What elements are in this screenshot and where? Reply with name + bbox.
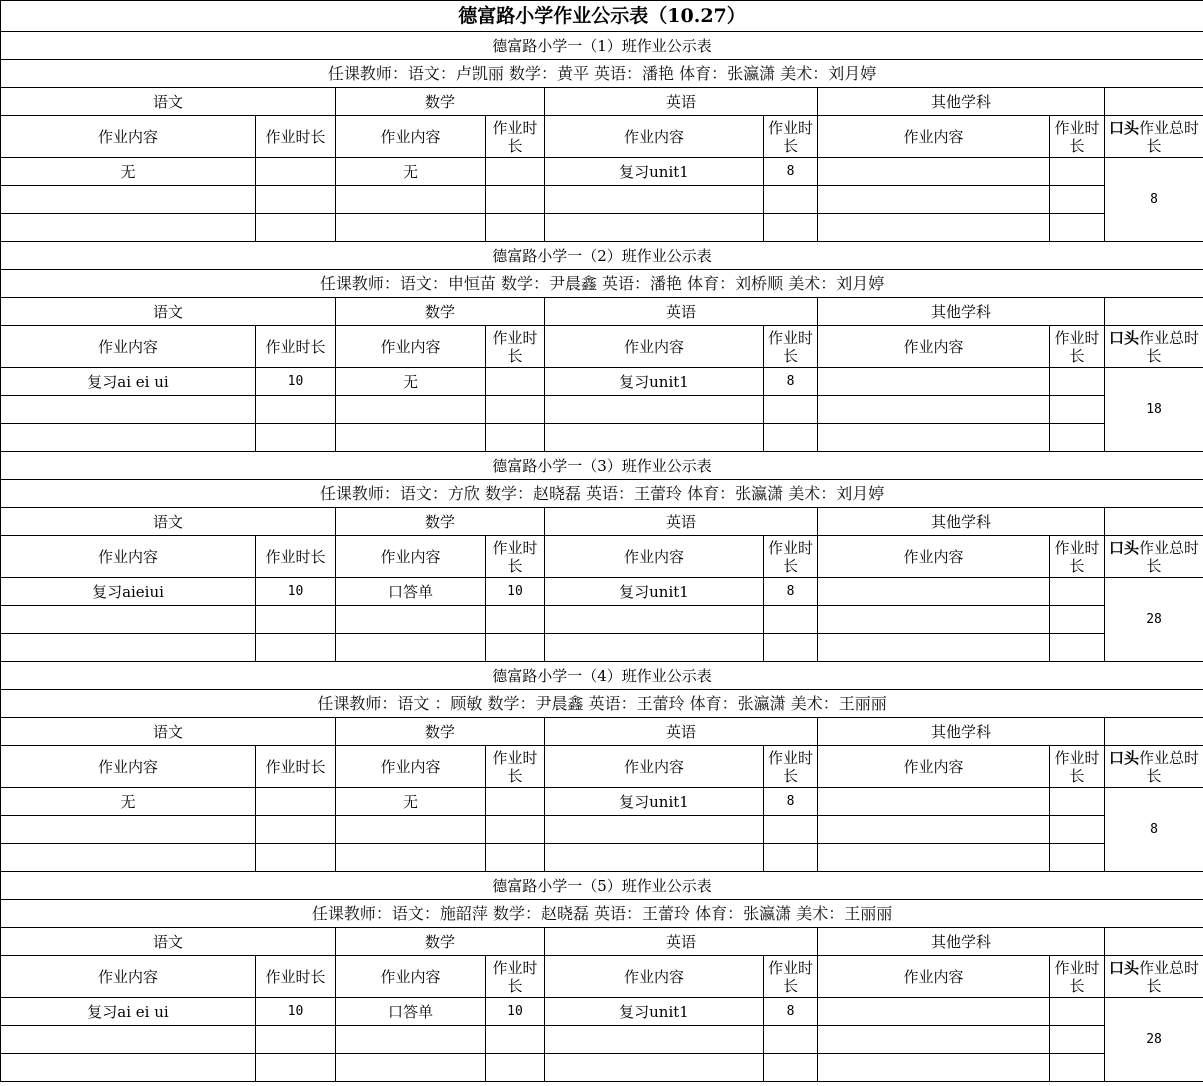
col-oral-total <box>1105 326 1203 368</box>
cell-chinese-duration <box>256 816 336 844</box>
subject-chinese: 语文 <box>1 508 336 536</box>
cell-math-content: 口答单 <box>336 998 486 1026</box>
col-duration-chinese: 作业时长 <box>256 746 336 788</box>
col-content-other: 作业内容 <box>818 746 1050 788</box>
cell-other-content <box>818 816 1050 844</box>
cell-math-duration <box>486 214 545 242</box>
cell-math-content <box>336 214 486 242</box>
cell-chinese-duration: 10 <box>256 998 336 1026</box>
oral-total-value: 8 <box>1105 158 1203 242</box>
cell-math-duration <box>486 396 545 424</box>
cell-chinese-duration: 10 <box>256 578 336 606</box>
cell-other-content <box>818 788 1050 816</box>
cell-math-content <box>336 396 486 424</box>
table-row <box>1 186 1203 214</box>
page-title: 德富路小学作业公示表（10.27） <box>1 1 1203 32</box>
col-content-math: 作业内容 <box>336 746 486 788</box>
col-duration-math: 作业时长 <box>486 116 545 158</box>
col-content-math: 作业内容 <box>336 956 486 998</box>
cell-chinese-content: 复习aieiui <box>1 578 256 606</box>
col-duration-chinese: 作业时长 <box>256 116 336 158</box>
cell-chinese-content <box>1 1054 256 1082</box>
class-name-row <box>1 872 1203 900</box>
oral-total-value: 28 <box>1105 998 1203 1082</box>
cell-english-duration: 8 <box>764 578 818 606</box>
col-total-label: 作业总时长 <box>1139 328 1200 365</box>
subject-other: 其他学科 <box>818 928 1105 956</box>
cell-chinese-content <box>1 844 256 872</box>
cell-english-content <box>545 186 764 214</box>
subject-other: 其他学科 <box>818 298 1105 326</box>
col-content-other: 作业内容 <box>818 326 1050 368</box>
cell-math-content <box>336 844 486 872</box>
col-duration-english: 作业时长 <box>764 116 818 158</box>
cell-other-duration <box>1050 816 1105 844</box>
teachers-line: 任课教师：语文：申恒苗 数学：尹晨鑫 英语：潘艳 体育：刘桥顺 美术：刘月婷 <box>1 270 1203 298</box>
subject-math: 数学 <box>336 928 545 956</box>
cell-other-duration <box>1050 606 1105 634</box>
col-duration-other: 作业时长 <box>1050 536 1105 578</box>
teachers-line: 任课教师：语文 ：顾敏 数学：尹晨鑫 英语：王蕾玲 体育：张瀛潇 美术：王丽丽 <box>1 690 1203 718</box>
cell-english-duration <box>764 606 818 634</box>
cell-english-duration: 8 <box>764 788 818 816</box>
col-duration-chinese: 作业时长 <box>256 326 336 368</box>
subject-header-row <box>1 298 1203 326</box>
teachers-row <box>1 480 1203 508</box>
cell-math-duration <box>486 186 545 214</box>
class-name: 德富路小学一（4）班作业公示表 <box>1 662 1203 690</box>
cell-math-content: 无 <box>336 368 486 396</box>
cell-chinese-content <box>1 186 256 214</box>
cell-chinese-content: 复习ai ei ui <box>1 998 256 1026</box>
cell-chinese-duration <box>256 606 336 634</box>
col-duration-math: 作业时长 <box>486 956 545 998</box>
title-row <box>1 1 1203 32</box>
column-header-row <box>1 116 1203 158</box>
subject-math: 数学 <box>336 508 545 536</box>
cell-english-content: 复习unit1 <box>545 788 764 816</box>
cell-math-duration <box>486 788 545 816</box>
cell-other-content <box>818 186 1050 214</box>
class-name: 德富路小学一（1）班作业公示表 <box>1 32 1203 60</box>
cell-chinese-duration <box>256 844 336 872</box>
col-content-chinese: 作业内容 <box>1 956 256 998</box>
subject-english: 英语 <box>545 298 818 326</box>
table-row <box>1 606 1203 634</box>
cell-english-duration <box>764 214 818 242</box>
cell-math-content <box>336 606 486 634</box>
table-row <box>1 424 1203 452</box>
teachers-row <box>1 900 1203 928</box>
cell-other-duration <box>1050 1054 1105 1082</box>
cell-english-content <box>545 424 764 452</box>
col-content-english: 作业内容 <box>545 536 764 578</box>
cell-chinese-content: 复习ai ei ui <box>1 368 256 396</box>
cell-chinese-duration <box>256 1026 336 1054</box>
cell-english-duration <box>764 1054 818 1082</box>
cell-english-content <box>545 816 764 844</box>
cell-other-duration <box>1050 186 1105 214</box>
cell-math-duration <box>486 158 545 186</box>
subject-english: 英语 <box>545 718 818 746</box>
cell-math-content <box>336 1026 486 1054</box>
subject-header-row <box>1 508 1203 536</box>
col-content-math: 作业内容 <box>336 536 486 578</box>
table-row <box>1 396 1203 424</box>
cell-english-content <box>545 1026 764 1054</box>
col-oral-label: 口头 <box>1109 748 1140 767</box>
table-row <box>1 1026 1203 1054</box>
col-duration-math: 作业时长 <box>486 536 545 578</box>
cell-other-duration <box>1050 844 1105 872</box>
cell-chinese-content <box>1 1026 256 1054</box>
col-content-other: 作业内容 <box>818 536 1050 578</box>
teachers-row <box>1 690 1203 718</box>
cell-math-duration <box>486 816 545 844</box>
cell-english-content: 复习unit1 <box>545 368 764 396</box>
cell-other-duration <box>1050 998 1105 1026</box>
cell-other-content <box>818 396 1050 424</box>
subject-chinese: 语文 <box>1 928 336 956</box>
cell-english-content <box>545 606 764 634</box>
cell-other-duration <box>1050 368 1105 396</box>
cell-english-duration <box>764 816 818 844</box>
cell-other-duration <box>1050 158 1105 186</box>
cell-english-content <box>545 634 764 662</box>
column-header-row <box>1 746 1203 788</box>
subject-blank <box>1105 718 1203 746</box>
cell-other-duration <box>1050 634 1105 662</box>
subject-header-row <box>1 718 1203 746</box>
cell-english-duration: 8 <box>764 368 818 396</box>
cell-other-duration <box>1050 788 1105 816</box>
cell-math-content: 无 <box>336 158 486 186</box>
cell-chinese-duration <box>256 424 336 452</box>
class-name-row <box>1 242 1203 270</box>
subject-math: 数学 <box>336 88 545 116</box>
cell-chinese-content: 无 <box>1 788 256 816</box>
cell-english-duration <box>764 424 818 452</box>
cell-math-duration <box>486 424 545 452</box>
col-duration-chinese: 作业时长 <box>256 956 336 998</box>
cell-english-duration: 8 <box>764 998 818 1026</box>
table-row <box>1 578 1203 606</box>
col-duration-other: 作业时长 <box>1050 956 1105 998</box>
table-row <box>1 634 1203 662</box>
table-row <box>1 214 1203 242</box>
cell-math-duration: 10 <box>486 578 545 606</box>
col-duration-math: 作业时长 <box>486 746 545 788</box>
subject-blank <box>1105 88 1203 116</box>
col-duration-other: 作业时长 <box>1050 326 1105 368</box>
col-content-math: 作业内容 <box>336 326 486 368</box>
subject-header-row <box>1 928 1203 956</box>
cell-math-content <box>336 634 486 662</box>
cell-english-content <box>545 214 764 242</box>
col-oral-label: 口头 <box>1109 538 1140 557</box>
cell-english-duration <box>764 634 818 662</box>
table-row <box>1 998 1203 1026</box>
col-oral-total <box>1105 956 1203 998</box>
cell-chinese-duration <box>256 1054 336 1082</box>
cell-chinese-content <box>1 214 256 242</box>
cell-other-content <box>818 1054 1050 1082</box>
cell-other-content <box>818 368 1050 396</box>
col-total-label: 作业总时长 <box>1139 958 1200 995</box>
column-header-row <box>1 536 1203 578</box>
subject-math: 数学 <box>336 718 545 746</box>
column-header-row <box>1 326 1203 368</box>
cell-chinese-content <box>1 634 256 662</box>
cell-english-content <box>545 1054 764 1082</box>
class-name-row <box>1 662 1203 690</box>
table-row <box>1 158 1203 186</box>
cell-chinese-duration <box>256 214 336 242</box>
subject-chinese: 语文 <box>1 718 336 746</box>
cell-english-duration <box>764 186 818 214</box>
teachers-line: 任课教师：语文：卢凯丽 数学：黄平 英语：潘艳 体育：张瀛潇 美术：刘月婷 <box>1 60 1203 88</box>
teachers-line: 任课教师：语文：施韶萍 数学：赵晓磊 英语：王蕾玲 体育：张瀛潇 美术：王丽丽 <box>1 900 1203 928</box>
cell-chinese-duration: 10 <box>256 368 336 396</box>
cell-math-duration <box>486 1054 545 1082</box>
table-row <box>1 788 1203 816</box>
cell-math-duration <box>486 634 545 662</box>
col-duration-other: 作业时长 <box>1050 116 1105 158</box>
table-row <box>1 1054 1203 1082</box>
cell-other-content <box>818 578 1050 606</box>
cell-other-content <box>818 424 1050 452</box>
col-content-english: 作业内容 <box>545 326 764 368</box>
cell-other-content <box>818 158 1050 186</box>
subject-math: 数学 <box>336 298 545 326</box>
col-total-label: 作业总时长 <box>1139 538 1200 575</box>
col-total-label: 作业总时长 <box>1139 118 1200 155</box>
cell-math-duration <box>486 1026 545 1054</box>
col-content-other: 作业内容 <box>818 956 1050 998</box>
cell-english-content: 复习unit1 <box>545 578 764 606</box>
cell-other-duration <box>1050 424 1105 452</box>
col-duration-other: 作业时长 <box>1050 746 1105 788</box>
cell-math-content <box>336 1054 486 1082</box>
cell-math-content: 无 <box>336 788 486 816</box>
teachers-row <box>1 60 1203 88</box>
cell-english-duration <box>764 1026 818 1054</box>
subject-blank <box>1105 928 1203 956</box>
class-name: 德富路小学一（2）班作业公示表 <box>1 242 1203 270</box>
subject-english: 英语 <box>545 88 818 116</box>
col-total-label: 作业总时长 <box>1139 748 1200 785</box>
cell-chinese-content <box>1 816 256 844</box>
col-duration-english: 作业时长 <box>764 536 818 578</box>
cell-other-content <box>818 998 1050 1026</box>
col-duration-math: 作业时长 <box>486 326 545 368</box>
cell-chinese-duration <box>256 158 336 186</box>
cell-math-content: 口答单 <box>336 578 486 606</box>
cell-math-duration <box>486 606 545 634</box>
col-oral-total <box>1105 746 1203 788</box>
oral-total-value: 8 <box>1105 788 1203 872</box>
cell-other-content <box>818 844 1050 872</box>
class-name: 德富路小学一（3）班作业公示表 <box>1 452 1203 480</box>
cell-english-duration <box>764 396 818 424</box>
subject-other: 其他学科 <box>818 508 1105 536</box>
col-oral-total <box>1105 536 1203 578</box>
cell-other-content <box>818 634 1050 662</box>
cell-math-duration: 10 <box>486 998 545 1026</box>
col-duration-english: 作业时长 <box>764 956 818 998</box>
cell-english-content: 复习unit1 <box>545 158 764 186</box>
cell-chinese-duration <box>256 788 336 816</box>
cell-english-content <box>545 844 764 872</box>
col-oral-total <box>1105 116 1203 158</box>
cell-chinese-duration <box>256 186 336 214</box>
col-content-other: 作业内容 <box>818 116 1050 158</box>
oral-total-value: 28 <box>1105 578 1203 662</box>
table-row <box>1 816 1203 844</box>
col-content-english: 作业内容 <box>545 746 764 788</box>
subject-blank <box>1105 508 1203 536</box>
cell-math-duration <box>486 368 545 396</box>
oral-total-value: 18 <box>1105 368 1203 452</box>
column-header-row <box>1 956 1203 998</box>
cell-chinese-content <box>1 396 256 424</box>
cell-other-content <box>818 1026 1050 1054</box>
col-oral-label: 口头 <box>1109 958 1140 977</box>
cell-chinese-content: 无 <box>1 158 256 186</box>
cell-english-content: 复习unit1 <box>545 998 764 1026</box>
col-oral-label: 口头 <box>1109 328 1140 347</box>
col-duration-english: 作业时长 <box>764 326 818 368</box>
col-content-english: 作业内容 <box>545 956 764 998</box>
cell-math-content <box>336 186 486 214</box>
cell-chinese-content <box>1 606 256 634</box>
col-content-chinese: 作业内容 <box>1 536 256 578</box>
subject-other: 其他学科 <box>818 88 1105 116</box>
cell-english-duration: 8 <box>764 158 818 186</box>
subject-chinese: 语文 <box>1 88 336 116</box>
subject-english: 英语 <box>545 508 818 536</box>
table-row <box>1 844 1203 872</box>
subject-chinese: 语文 <box>1 298 336 326</box>
subject-header-row <box>1 88 1203 116</box>
class-name: 德富路小学一（5）班作业公示表 <box>1 872 1203 900</box>
cell-other-content <box>818 214 1050 242</box>
col-content-chinese: 作业内容 <box>1 326 256 368</box>
col-duration-chinese: 作业时长 <box>256 536 336 578</box>
subject-other: 其他学科 <box>818 718 1105 746</box>
class-name-row <box>1 32 1203 60</box>
col-oral-label: 口头 <box>1109 118 1140 137</box>
col-content-english: 作业内容 <box>545 116 764 158</box>
teachers-row <box>1 270 1203 298</box>
class-name-row <box>1 452 1203 480</box>
col-content-math: 作业内容 <box>336 116 486 158</box>
cell-math-content <box>336 816 486 844</box>
cell-english-duration <box>764 844 818 872</box>
cell-chinese-duration <box>256 634 336 662</box>
cell-english-content <box>545 396 764 424</box>
cell-math-duration <box>486 844 545 872</box>
cell-other-duration <box>1050 1026 1105 1054</box>
cell-chinese-duration <box>256 396 336 424</box>
cell-other-duration <box>1050 214 1105 242</box>
cell-other-content <box>818 606 1050 634</box>
cell-other-duration <box>1050 578 1105 606</box>
cell-other-duration <box>1050 396 1105 424</box>
table-row <box>1 368 1203 396</box>
teachers-line: 任课教师：语文：方欣 数学：赵晓磊 英语：王蕾玲 体育：张瀛潇 美术：刘月婷 <box>1 480 1203 508</box>
col-content-chinese: 作业内容 <box>1 746 256 788</box>
cell-chinese-content <box>1 424 256 452</box>
col-content-chinese: 作业内容 <box>1 116 256 158</box>
cell-math-content <box>336 424 486 452</box>
col-duration-english: 作业时长 <box>764 746 818 788</box>
subject-english: 英语 <box>545 928 818 956</box>
subject-blank <box>1105 298 1203 326</box>
